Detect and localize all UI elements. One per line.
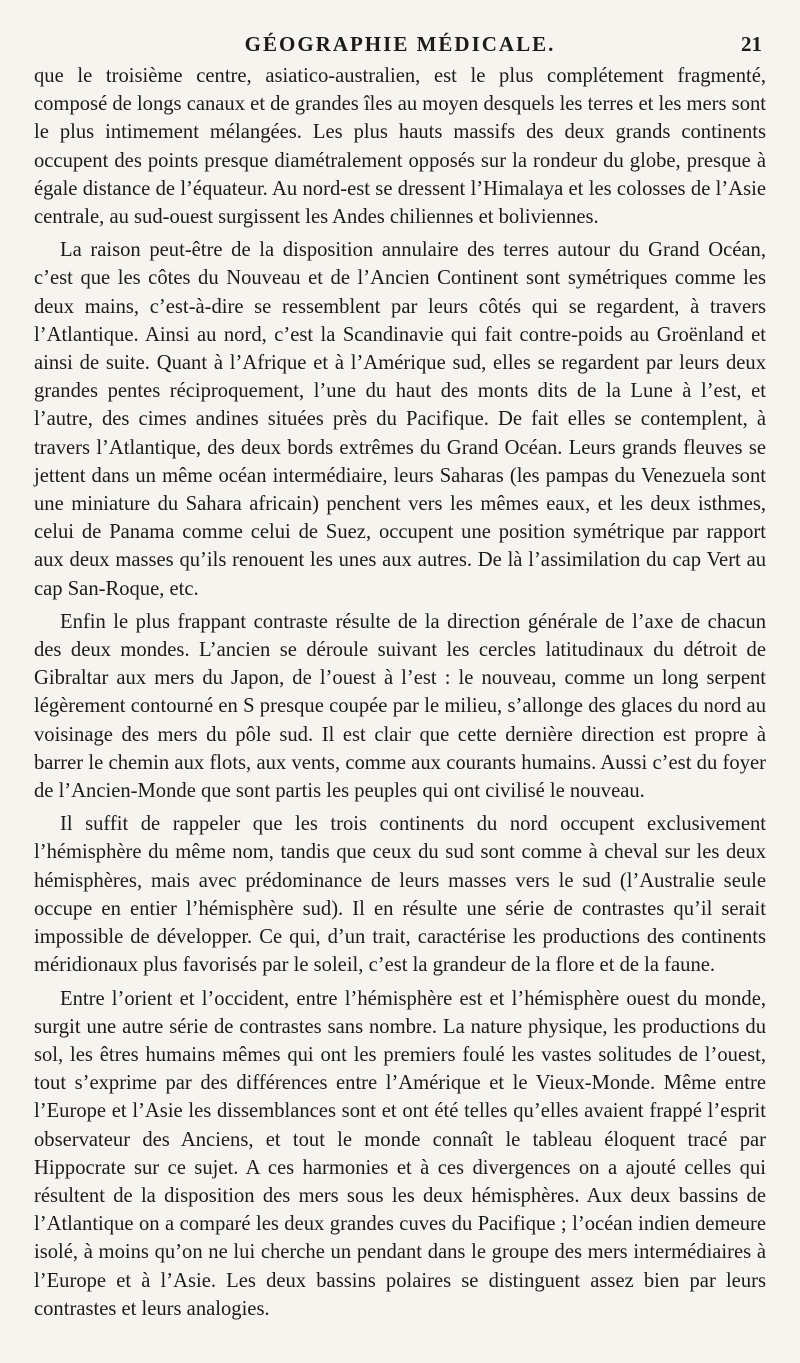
paragraph: Enfin le plus frappant contraste résulte de la direction générale de l’axe de chacun des deux mondes. L’ancien se déroule suivant les cercles latitudinaux du détroit de Gibraltar aux mers du Japon, de l’ouest à l’est : le nouveau, comme un long serpent légèrement contourné en S presque coupée par le milieu, s’allonge des glaces du nord au voisinage des mers du pôle sud. Il est clair que cette dernière direction est propre à barrer le chemin aux flots, aux vents, comme aux courants humains. Aussi c’est du foyer de l’Ancien-Monde que sont partis les peuples qui ont civilisé le nouveau. <box>34 610 766 803</box>
paragraph: Il suffit de rappeler que les trois continents du nord occupent exclusivement l’hémisphère du même nom, tandis que ceux du sud sont comme à cheval sur les deux hémisphères, mais avec prédominance de leurs masses vers le sud (l’Australie seule occupe en entier l’hémisphère sud). Il en résulte une série de contrastes qu’il serait impossible de développer. Ce qui, d’un trait, caractérise les productions des continents méridionaux plus favorisés par le soleil, c’est la grandeur de la flore et de la faune. <box>34 813 766 977</box>
page-body <box>34 62 766 1323</box>
page-number: 21 <box>741 32 762 56</box>
paragraph: que le troisième centre, asiatico-australien, est le plus complétement fragmenté, composé de longs canaux et de grandes îles au moyen desquels les terres et les mers sont le plus intimement mélangées. Les plus hauts massifs des deux grands continents occupent des points presque diamétralement opposés sur la rondeur du globe, presque à égale distance de l’équateur. Au nord-est se dressent l’Himalaya et les colosses de l’Asie centrale, au sud-ouest surgissent les Andes chiliennes et boliviennes. <box>34 65 767 229</box>
paragraph: Entre l’orient et l’occident, entre l’hémisphère est et l’hémisphère ouest du monde, surgit une autre série de contrastes sans nombre. La nature physique, les productions du sol, les êtres humains mêmes qui ont les premiers foulé les vastes solitudes de l’ouest, tout s’exprime par des différences entre l’Amérique et le Vieux-Monde. Même entre l’Europe et l’Asie les dissemblances sont et ont été telles qu’elles avaient frappé l’esprit observateur des Anciens, et tout le monde connaît le tableau éloquent tracé par Hippocrate sur ce sujet. A ces harmonies et à ces divergences on a ajouté celles qui résultent de la disposition des mers sous les deux hémisphères. Aux deux bassins de l’Atlantique on a comparé les deux grandes cuves du Pacifique ; l’océan indien demeure isolé, à moins qu’on ne lui cherche un pendant dans le groupe des mers intermédiaires à l’Europe et à l’Asie. Les deux bassins polaires se distinguent assez bien par leurs contrastes et leurs analogies. <box>34 987 766 1320</box>
running-header <box>34 28 766 62</box>
running-title: GÉOGRAPHIE MÉDICALE. <box>244 32 556 56</box>
paragraph: La raison peut-être de la disposition annulaire des terres autour du Grand Océan, c’est que les côtes du Nouveau et de l’Ancien Continent sont symétriques comme les deux mains, c’est-à-dire se ressemblent par leurs côtés qui se regardent, à travers l’Atlantique. Ainsi au nord, c’est la Scandinavie qui fait contre-poids au Groënland et ainsi de suite. Quant à l’Afrique et à l’Amérique sud, elles se regardent par leurs deux grandes pentes réciproquement, l’une du haut des monts dits de la Lune à l’est, et l’autre, des cimes andines situées près du Pacifique. De fait elles se contemplent, à travers l’Atlantique, des deux bords extrêmes du Grand Océan. Leurs grands fleuves se jettent dans un même océan intermédiaire, leurs Saharas (les pampas du Venezuela sont une miniature du Sahara africain) penchent vers les mêmes eaux, et les deux isthmes, celui de Panama comme celui de Suez, occupent une position symétrique par rapport aux deux masses qu’ils renouent les unes aux autres. De là l’assimilation du cap Vert au cap San-Roque, etc. <box>34 239 766 600</box>
